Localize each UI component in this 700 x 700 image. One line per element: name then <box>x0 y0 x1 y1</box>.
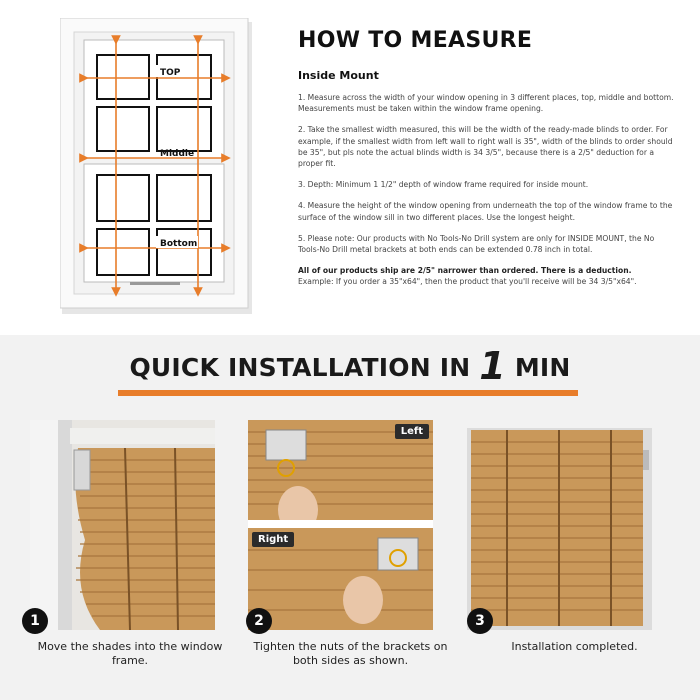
measure-section <box>0 0 700 335</box>
label-middle: Middle <box>160 149 195 159</box>
install-section <box>0 335 700 700</box>
label-bottom: Bottom <box>160 239 198 249</box>
window-diagram <box>60 18 260 318</box>
deduction-note <box>298 265 678 287</box>
title-underline <box>118 390 578 396</box>
measure-step-3: 3. Depth: Minimum 1 1/2" depth of window frame required for inside mount. <box>298 180 589 190</box>
install-title-unit: MIN <box>514 353 571 382</box>
tighten-brackets-photo <box>248 420 433 630</box>
measure-step-5: 5. Please note: Our products with No Tools-No Drill system are only for INSIDE MOUNT, the No Tools-No Drill metal brackets at both ends can be extended 0.78 inch in total. <box>298 233 655 255</box>
measure-subtitle: Inside Mount <box>298 69 379 82</box>
install-photo-1 <box>30 420 215 630</box>
install-title-text: QUICK INSTALLATION IN <box>129 353 471 382</box>
step-1-badge: 1 <box>22 608 48 634</box>
install-photo-2 <box>248 420 433 630</box>
measure-step-2: 2. Take the smallest width measured, this will be the width of the ready-made blinds to order. For example, if the smallest width from left wall to right wall is 35", width of the blinds to order should be 35", but pls note the actual blinds width is 34 3/5", because there is a 2/5" deduction for a proper fit. <box>298 125 673 169</box>
measure-guide <box>298 28 678 288</box>
install-title <box>0 344 700 388</box>
step-2-caption: Tighten the nuts of the brackets on both sides as shown. <box>253 640 448 667</box>
step-3-caption: Installation completed. <box>511 640 638 653</box>
installed-shade-photo <box>467 420 652 630</box>
step-2-badge: 2 <box>246 608 272 634</box>
tag-right: Right <box>252 532 294 547</box>
install-title-number: 1 <box>479 344 506 388</box>
install-photo-3 <box>467 420 652 630</box>
step-3-badge: 3 <box>467 608 493 634</box>
label-top: TOP <box>160 68 181 78</box>
step-1-caption: Move the shades into the window frame. <box>37 640 223 667</box>
measure-step-4: 4. Measure the height of the window opening from underneath the top of the window frame to the surface of the window sill in two different places. Use the longest height. <box>298 201 673 222</box>
measure-step-1: 1. Measure across the width of your window opening in 3 different places, top, middle and bottom. Measurements must be taken within the window frame opening. <box>298 93 674 114</box>
tag-left: Left <box>395 424 429 439</box>
shade-into-frame-photo <box>30 420 215 630</box>
measure-title: HOW TO MEASURE <box>298 28 533 53</box>
window-illustration <box>60 18 260 318</box>
window-handle <box>130 282 180 285</box>
deduction-note-bold: All of our products ship are 2/5" narrower than ordered. There is a deduction. <box>298 266 632 276</box>
deduction-note-example: Example: If you order a 35"x64", then the product that you'll receive will be 34 3/5"x64". <box>298 277 637 287</box>
